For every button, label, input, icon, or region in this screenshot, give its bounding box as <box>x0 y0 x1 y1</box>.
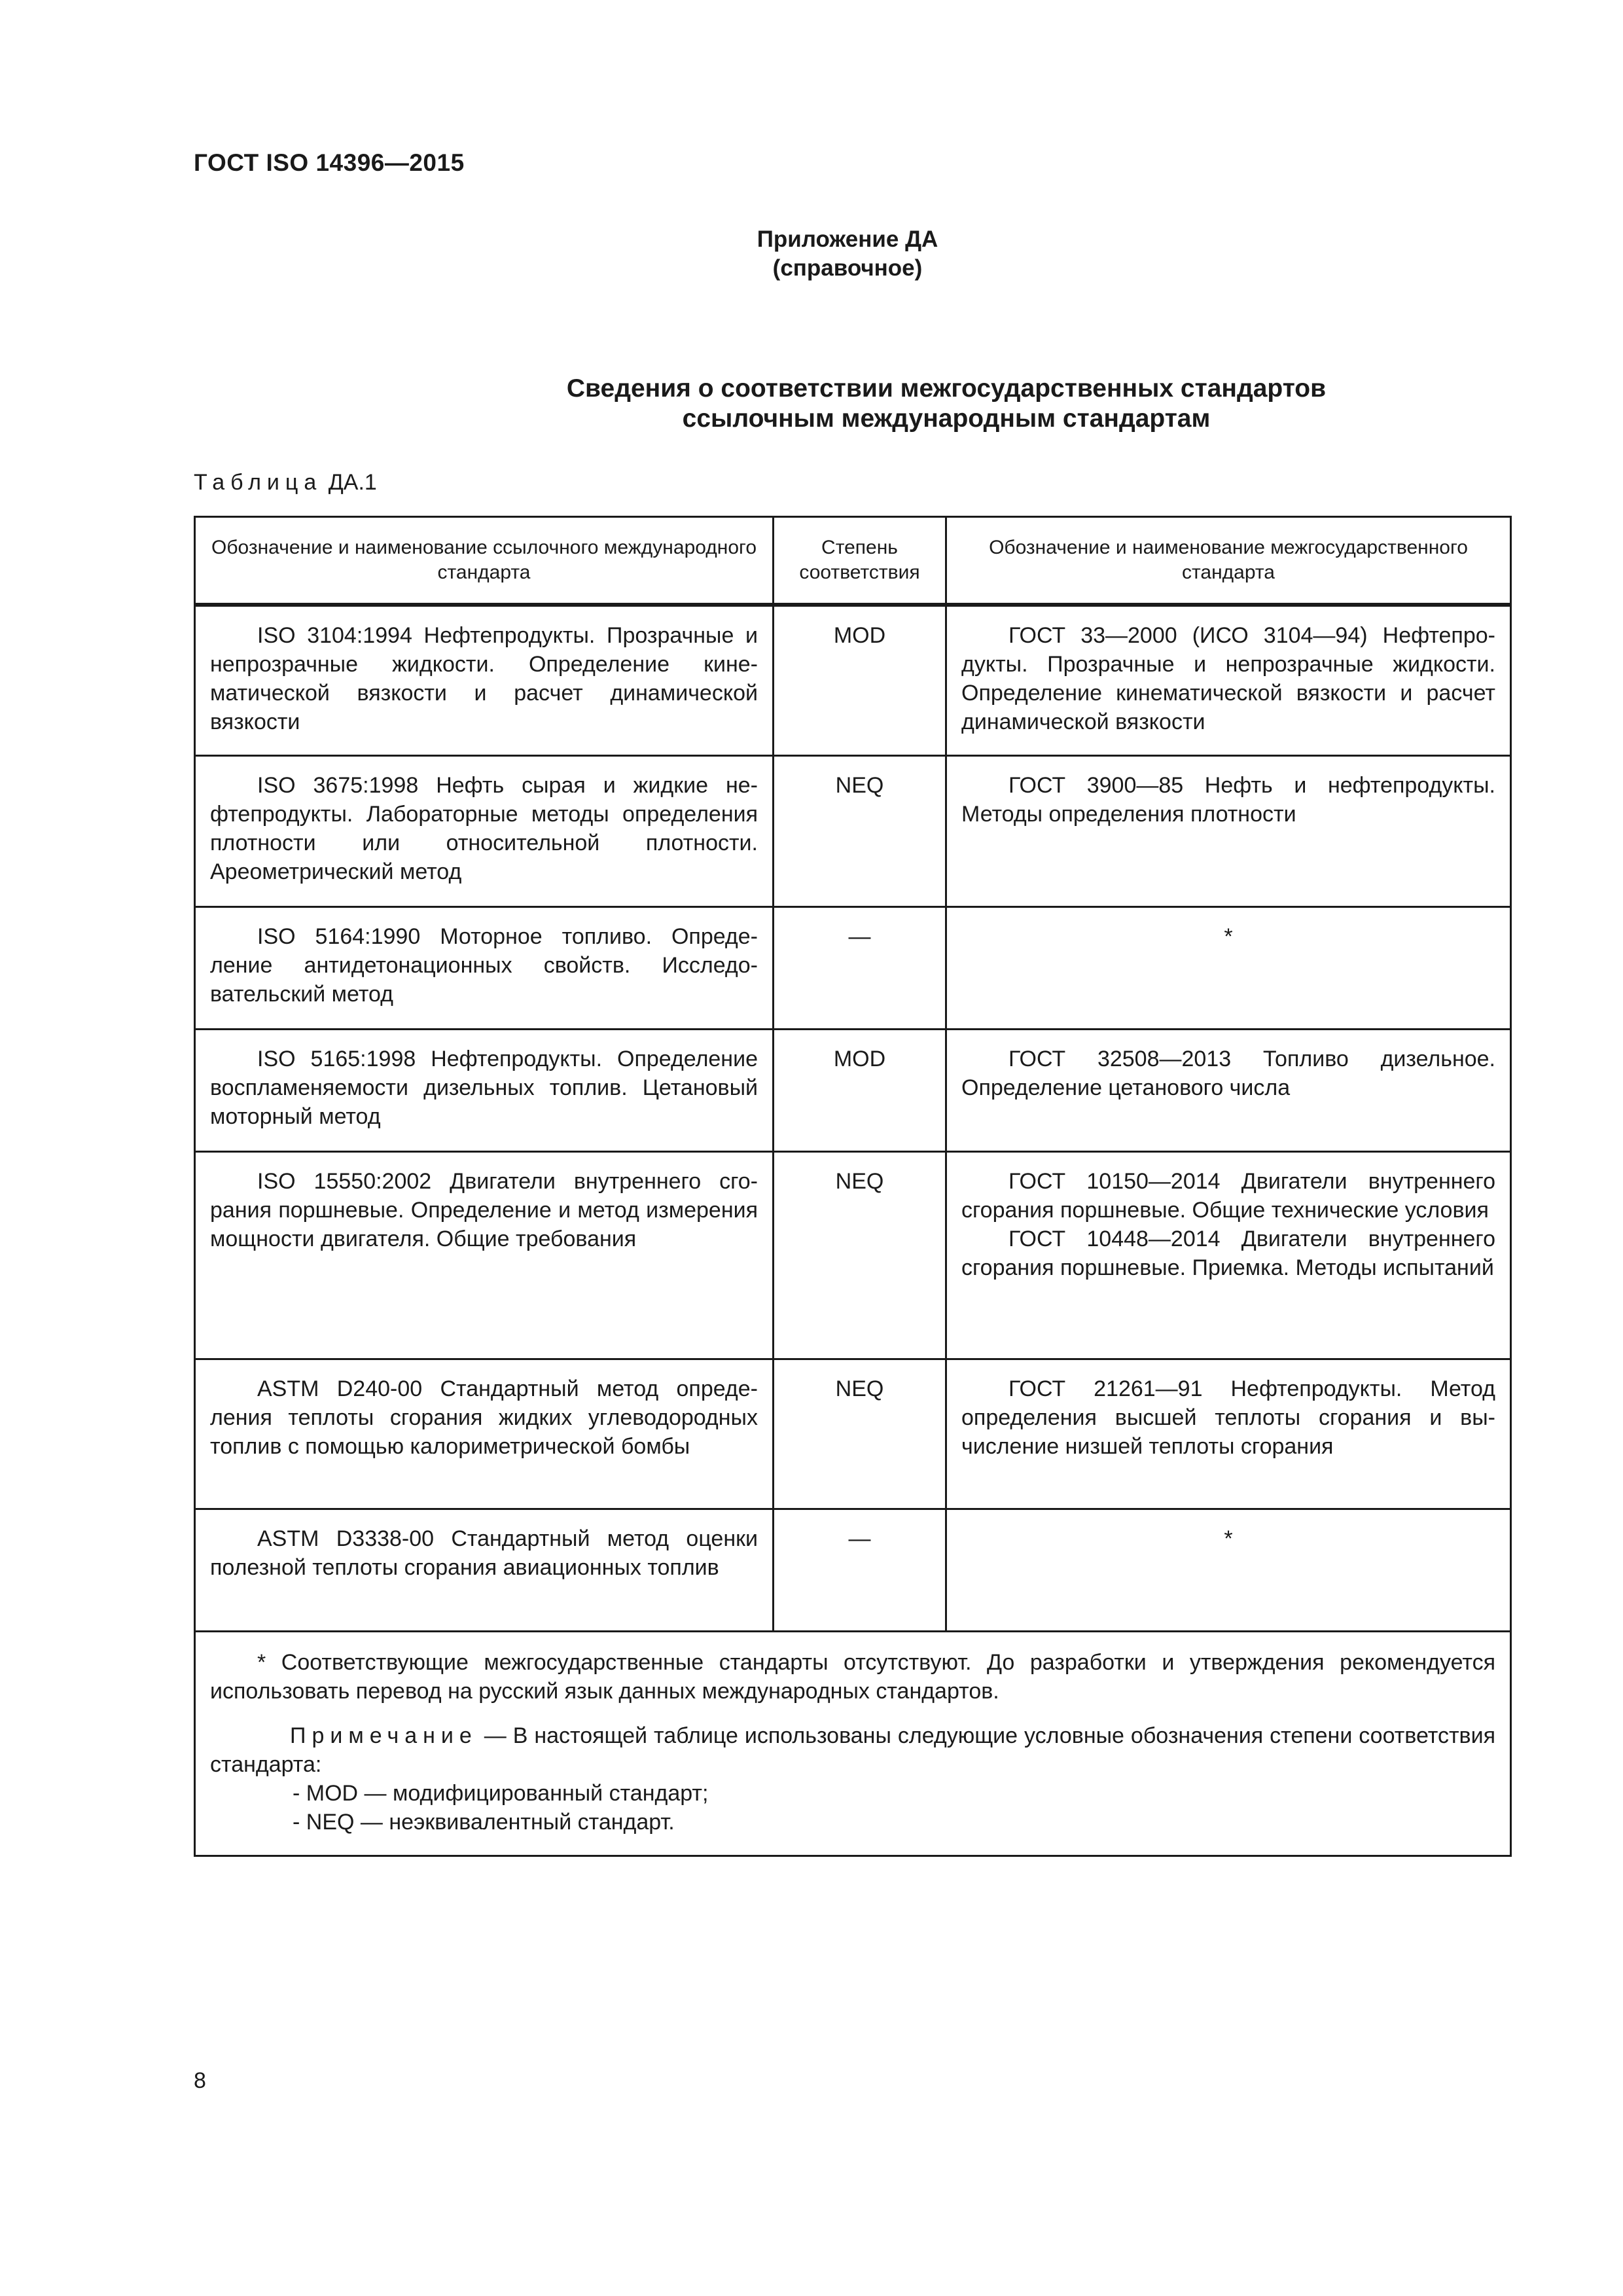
annex-title <box>0 225 1623 283</box>
note-item: - NEQ — неэквивалентный стандарт. <box>293 1810 675 1835</box>
cell-degree: NEQ <box>774 1152 946 1359</box>
section-heading-line-2: ссылочным международным стандартам <box>682 404 1211 433</box>
note-text: — В настоящей таблице использованы следующие условные обозначения степени соответствия стандарта: <box>210 1723 1495 1777</box>
cell-degree: — <box>774 1509 946 1632</box>
table-caption <box>194 470 377 495</box>
cell-degree: NEQ <box>774 1359 946 1509</box>
interstate-text: ГОСТ 10150—2014 Двигатели внутреннего сгорания поршневые. Общие технические условия <box>961 1169 1495 1223</box>
table-header-row <box>195 517 1511 605</box>
document-code: ГОСТ ISO 14396—2015 <box>194 149 465 176</box>
interstate-text: ГОСТ 10448—2014 Двигатели внутреннего сгорания поршневые. Приемка. Методы испытаний <box>961 1227 1495 1280</box>
cell-interstate-standard <box>946 1359 1511 1509</box>
cell-interstate-standard <box>946 1152 1511 1359</box>
note <box>210 1721 1495 1779</box>
footnote: * Соответствующие межгосударственные стандарты отсутствуют. До разработки и утверждения рекомендуется использовать перевод на русский язык данных международных стандартов. <box>210 1650 1495 1704</box>
table-caption-label: Таблица <box>194 470 323 495</box>
interstate-text: ГОСТ 3900—85 Нефть и нефтепродукты. Методы определения плотности <box>961 773 1495 827</box>
intl-text: ASTM D240-00 Стандартный метод определения теплоты сгорания жидких углеводородных топлив с помощью калориметрической бомбы <box>210 1376 758 1459</box>
annex-label: Приложение ДА <box>757 226 938 252</box>
annex-status: (справочное) <box>772 255 923 281</box>
cell-interstate-standard <box>946 1030 1511 1152</box>
interstate-text: ГОСТ 32508—2013 Топливо дизельное. Определение цетанового числа <box>961 1047 1495 1100</box>
cell-international-standard <box>195 605 774 756</box>
cell-degree: MOD <box>774 1030 946 1152</box>
page-number: 8 <box>194 2068 206 2093</box>
cell-international-standard <box>195 1359 774 1509</box>
header-interstate-standard: Обозначение и наименование межгосударственного стандарта <box>946 517 1511 605</box>
cell-international-standard <box>195 1152 774 1359</box>
section-heading <box>194 374 1623 434</box>
table-footer-row <box>195 1632 1511 1856</box>
intl-text: ASTM D3338-00 Стандартный метод оценки полезной теплоты сгорания авиационных топлив <box>210 1526 758 1580</box>
cell-degree: — <box>774 907 946 1030</box>
table-row <box>195 605 1511 756</box>
table-row <box>195 1509 1511 1632</box>
table-caption-number: ДА.1 <box>328 470 377 495</box>
table-row <box>195 1359 1511 1509</box>
cell-interstate-standard: * <box>946 1509 1511 1632</box>
cell-interstate-standard <box>946 605 1511 756</box>
interstate-text: ГОСТ 33—2000 (ИСО 3104—94) Нефтепродукты. Прозрачные и непрозрачные жидкости. Определение кинематической вязкости и расчет динамической вязкости <box>961 623 1495 734</box>
cell-international-standard <box>195 907 774 1030</box>
header-international-standard: Обозначение и наименование ссылочного международного стандарта <box>195 517 774 605</box>
cell-interstate-standard: * <box>946 907 1511 1030</box>
header-degree: Степень соответствия <box>774 517 946 605</box>
table-row <box>195 907 1511 1030</box>
intl-text: ISO 3104:1994 Нефтепродукты. Прозрачные и непрозрачные жидкости. Определение кинематической вязкости и расчет динамической вязкости <box>210 623 758 734</box>
cell-international-standard <box>195 1030 774 1152</box>
cell-degree: NEQ <box>774 756 946 907</box>
intl-text: ISO 5165:1998 Нефтепродукты. Определение воспламеняемости дизельных топлив. Цетановый моторный метод <box>210 1047 758 1129</box>
table-row <box>195 1030 1511 1152</box>
cell-international-standard <box>195 1509 774 1632</box>
table-row <box>195 1152 1511 1359</box>
section-heading-line-1: Сведения о соответствии межгосударственных стандартов <box>566 374 1327 403</box>
note-label: Примечание <box>290 1723 478 1748</box>
table-footer <box>195 1632 1511 1856</box>
intl-text: ISO 3675:1998 Нефть сырая и жидкие нефтепродукты. Лабораторные методы определения плотности или относительной плотности. Ареометрический метод <box>210 773 758 884</box>
cell-international-standard <box>195 756 774 907</box>
cell-interstate-standard <box>946 756 1511 907</box>
note-item: - MOD — модифицированный стандарт; <box>293 1781 709 1806</box>
table-row <box>195 756 1511 907</box>
interstate-text: ГОСТ 21261—91 Нефтепродукты. Метод определения высшей теплоты сгорания и вычисление низшей теплоты сгорания <box>961 1376 1495 1459</box>
correspondence-table <box>194 516 1512 1857</box>
cell-degree: MOD <box>774 605 946 756</box>
intl-text: ISO 5164:1990 Моторное топливо. Определение антидетонационных свойств. Исследовательский метод <box>210 924 758 1007</box>
intl-text: ISO 15550:2002 Двигатели внутреннего сгорания поршневые. Определение и метод измерения мощности двигателя. Общие требования <box>210 1169 758 1251</box>
